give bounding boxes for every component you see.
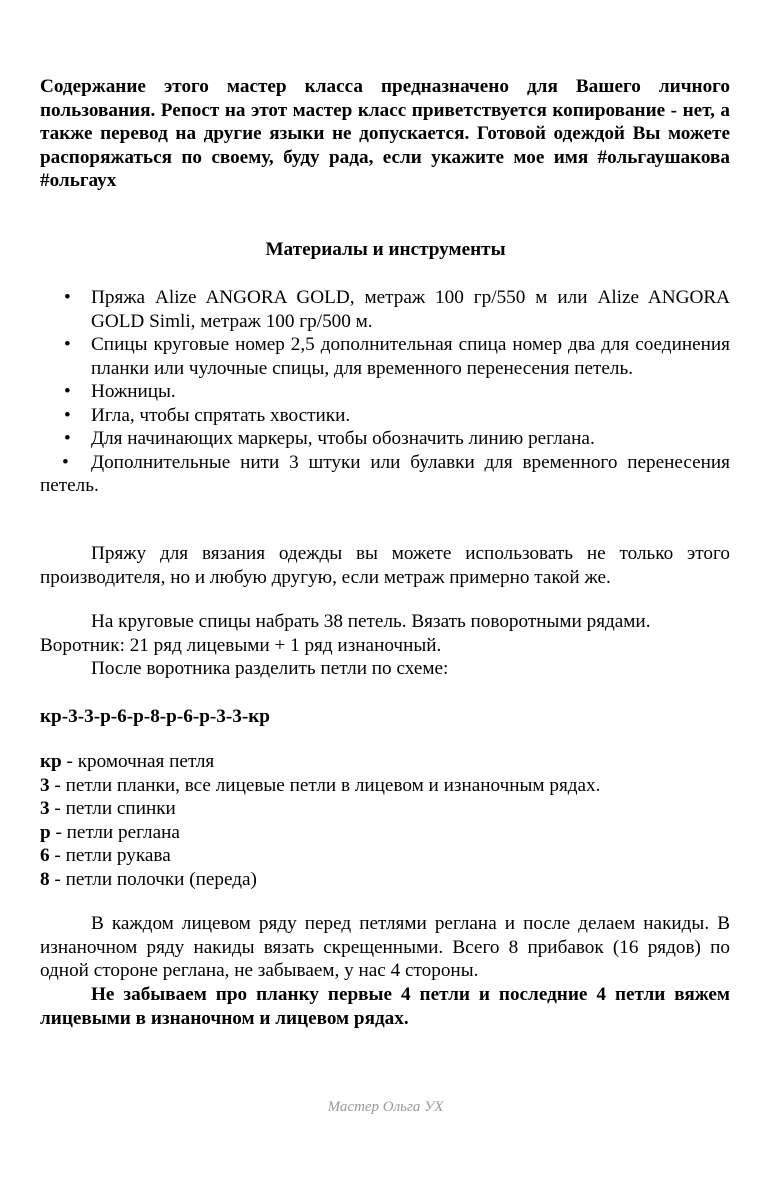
bullet-icon: • (64, 287, 71, 308)
list-item (40, 451, 730, 498)
cast-on-paragraph (40, 610, 730, 681)
list-item (40, 427, 730, 451)
footer-signature: Мастер Ольга УХ (327, 1099, 444, 1115)
list-item (40, 380, 730, 404)
legend-item (40, 868, 730, 892)
legend-key: 8 (40, 868, 50, 890)
list-item-text: Спицы круговые номер 2,5 дополнительная спица номер два для соединения планки или чулочные спицы, для временного перенесения петель. (91, 334, 730, 379)
legend-key: 3 (40, 774, 50, 796)
legend-item (40, 774, 730, 798)
yarn-note-paragraph: Пряжу для вязания одежды вы можете использовать не только этого производителя, но и любую другую, если метраж примерно такой же. (40, 543, 730, 588)
legend-item (40, 821, 730, 845)
list-item (40, 404, 730, 428)
legend-key: р (40, 821, 51, 843)
bullet-icon: • (64, 428, 71, 449)
legend-text: - петли спинки (49, 798, 176, 819)
legend-text: - петли рукава (49, 845, 171, 866)
stitch-scheme: кр-3-3-р-6-р-8-р-6-р-3-3-кр (40, 706, 270, 727)
legend-key: кр (40, 751, 62, 772)
legend-key: 6 (40, 845, 50, 866)
raglan-paragraph: В каждом лицевом ряду перед петлями реглана и после делаем накиды. В изнаночном ряду накиды вязать скрещенными. Всего 8 прибавок (16 рядов) по одной стороне реглана, не забываем, у нас 4 стороны. (40, 913, 730, 981)
list-item (40, 286, 730, 333)
list-item-text: Пряжа Alize ANGORA GOLD, метраж 100 гр/550 м или Alize ANGORA GOLD Simli, метраж 100 гр/500 м. (91, 287, 730, 332)
legend-text: - петли полочки (переда) (49, 868, 257, 890)
list-item-text: Дополнительные нити 3 штуки или булавки для временного перенесения петель. (40, 451, 730, 496)
materials-heading: Материалы и инструменты (265, 239, 506, 260)
scheme-legend (40, 750, 730, 891)
legend-text: - петли планки, все лицевые петли в лицевом и изнаночным рядах. (49, 774, 601, 796)
list-item-text: Для начинающих маркеры, чтобы обозначить линию реглана. (91, 428, 595, 449)
materials-list (40, 286, 730, 498)
intro-paragraph: Содержание этого мастер класса предназначено для Вашего личного пользования. Репост на этот мастер класс приветствуется копирование - нет, а также перевод на другие языки не допускается. Готовой одеждой Вы можете распоряжаться по своему, буду рада, если укажите мое имя #ольгаушакова #ольгаух (40, 76, 730, 191)
bullet-icon: • (64, 381, 71, 402)
legend-text: - кромочная петля (61, 751, 215, 772)
list-item-text: Ножницы. (91, 381, 176, 402)
legend-key: 3 (40, 798, 50, 819)
legend-item (40, 797, 730, 821)
legend-text: - петли реглана (50, 821, 180, 843)
list-item (40, 333, 730, 380)
warning-paragraph: Не забываем про планку первые 4 петли и последние 4 петли вяжем лицевыми в изнаночном и лицевом рядах. (40, 984, 730, 1029)
legend-item (40, 750, 730, 774)
bullet-icon: • (64, 404, 71, 426)
legend-item (40, 844, 730, 868)
bullet-icon: • (62, 451, 69, 473)
cast-on-line: На круговые спицы набрать 38 петель. Вязать поворотными рядами. (91, 611, 651, 632)
bullet-icon: • (64, 334, 71, 355)
collar-line: Воротник: 21 ряд лицевыми + 1 ряд изнаночный. (40, 634, 442, 656)
divide-line: После воротника разделить петли по схеме: (91, 658, 449, 679)
list-item-text: Игла, чтобы спрятать хвостики. (91, 404, 351, 426)
